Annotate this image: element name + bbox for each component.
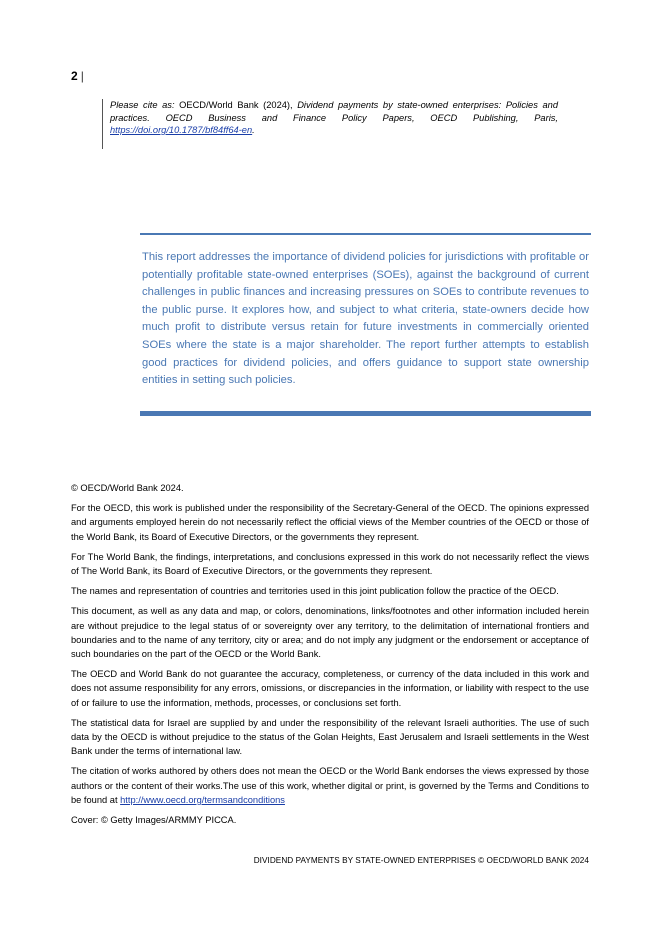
page-footer: DIVIDEND PAYMENTS BY STATE-OWNED ENTERPRISES © OECD/WORLD BANK 2024 <box>253 856 589 865</box>
cover-credit: Cover: © Getty Images/ARMMY PICCA. <box>71 815 237 826</box>
legal-paragraph-territory: This document, as well as any data and map, or colors, denominations, links/footnotes and other information included herein are without prejudice to the legal status of or sovereignty over any territory, to the delimitation of international frontiers and boundaries and to the name of any territory, city or area; and do not imply any judgment or the endorsement or acceptance of such boundaries on the part of the OECD or the World Bank. <box>71 606 589 660</box>
page-number-separator: | <box>80 69 84 83</box>
legal-paragraph-accuracy: The OECD and World Bank do not guarantee the accuracy, completeness, or currency of the data included in this work and does not assume responsibility for any errors, omissions, or discrepancies in the information, or liability with respect to the use of or failure to use the information, methods, processes, or conclusions set forth. <box>71 669 589 708</box>
terms-link[interactable]: http://www.oecd.org/termsandconditions <box>120 794 285 805</box>
abstract-bottom-rule <box>140 411 591 416</box>
citation-box <box>102 99 558 149</box>
citation-title: Dividend payments by state-owned enterprises: Policies and practices <box>110 100 558 123</box>
terms-text: The citation of works authored by others does not mean the OECD or the World Bank endorses the views expressed by those authors or the content of their works.The use of this work, whether digital or print, is governed by the Terms and Conditions to be found at <box>71 766 589 805</box>
legal-paragraph-terms <box>71 764 589 807</box>
citation-authors: OECD/World Bank (2024), <box>179 100 293 110</box>
page-number-value: 2 <box>71 69 78 83</box>
citation-end: . <box>252 125 255 135</box>
citation-prefix: Please cite as: <box>110 100 180 110</box>
citation-doi-link[interactable]: https://doi.org/10.1787/bf84ff64-en <box>110 125 253 135</box>
page-number <box>71 69 84 83</box>
legal-notice <box>71 481 589 833</box>
copyright-line: © OECD/World Bank 2024. <box>71 483 184 493</box>
legal-paragraph-israel: The statistical data for Israel are supplied by and under the responsibility of the relevant Israeli authorities. The use of such data by the OECD is without prejudice to the status of the Golan Heights, East Jerusalem and Israeli settlements in the West Bank under the terms of international law. <box>71 717 589 757</box>
citation-series: . OECD Business and Finance Policy Papers, OECD Publishing, Paris, <box>147 112 558 123</box>
legal-paragraph-names: The names and representation of countries and territories used in this joint publication follow the practice of the OECD. <box>71 586 559 597</box>
legal-paragraph-world-bank: For The World Bank, the findings, interpretations, and conclusions expressed in this work do not necessarily reflect the views of The World Bank, its Board of Executive Directors, or the governments they represent. <box>71 551 589 577</box>
abstract-text: This report addresses the importance of dividend policies for jurisdictions with profitable or potentially profitable state-owned enterprises (SOEs), against the background of current challenges in public finances and increasing pressures on SOEs to contribute revenues to the public purse. It explores how, and subject to what criteria, state-owners decide how much profit to distribute versus retain for future investments in commercially oriented SOEs where the state is a major shareholder. The report further attempts to establish good practices for dividend policies, and offers guidance to support state ownership entities in setting such policies. <box>142 251 589 387</box>
legal-paragraph-oecd: For the OECD, this work is published under the responsibility of the Secretary-General of the OECD. The opinions expressed and arguments employed herein do not necessarily reflect the official views of the Member countries of the OECD or those of the World Bank, its Board of Executive Directors, or the governments they represent. <box>71 503 589 542</box>
abstract-box <box>140 233 591 416</box>
